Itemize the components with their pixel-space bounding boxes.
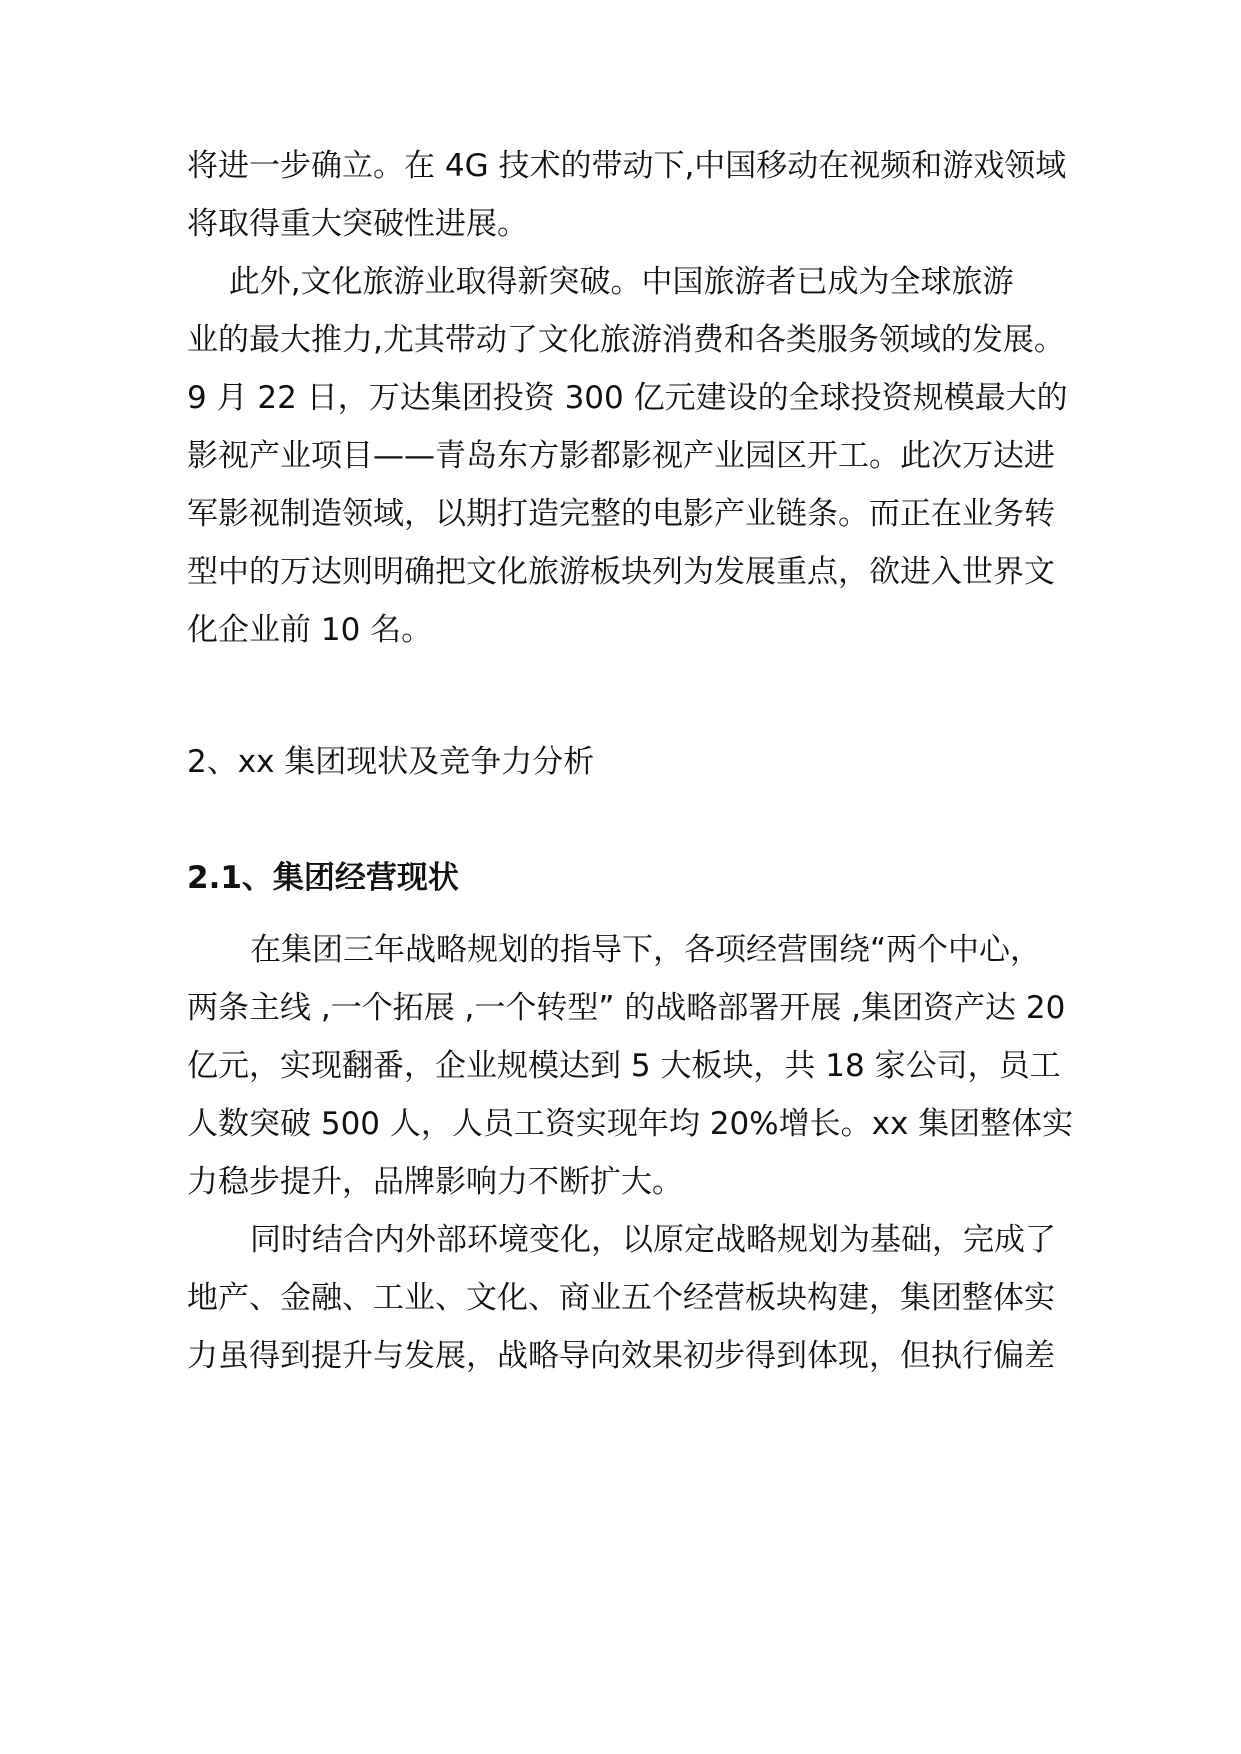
text-line: 人数突破 500 人，人员工资实现年均 20%增长。xx 集团整体实 [187,1106,1074,1142]
text-line: 业的最大推力,尤其带动了文化旅游消费和各类服务领域的发展。 [187,322,1065,358]
text-line: 型中的万达则明确把文化旅游板块列为发展重点，欲进入世界文 [187,554,1055,590]
text-line: 地产、金融、工业、文化、商业五个经营板块构建，集团整体实 [187,1280,1055,1316]
text-line: 9 月 22 日，万达集团投资 300 亿元建设的全球投资规模最大的 [187,380,1068,416]
text-line: 在集团三年战略规划的指导下，各项经营围绕“两个中心， [250,932,1042,968]
text-line: 将取得重大突破性进展。 [187,206,528,242]
text-line: 将进一步确立。在 4G 技术的带动下,中国移动在视频和游戏领域 [187,148,1067,184]
text-line: 力虽得到提升与发展，战略导向效果初步得到体现，但执行偏差 [187,1338,1055,1374]
section-heading: 2、xx 集团现状及竞争力分析 [187,744,595,780]
text-line: 影视产业项目——青岛东方影都影视产业园区开工。此次万达进 [187,438,1055,474]
text-line: 化企业前 10 名。 [187,612,433,648]
text-line: 此外,文化旅游业取得新突破。中国旅游者已成为全球旅游 [209,264,1014,300]
text-line: 军影视制造领域，以期打造完整的电影产业链条。而正在业务转 [187,496,1055,532]
text-line: 力稳步提升，品牌影响力不断扩大。 [187,1164,683,1200]
subsection-heading: 2.1、集团经营现状 [187,860,459,896]
text-line: 亿元，实现翻番，企业规模达到 5 大板块，共 18 家公司，员工 [187,1048,1061,1084]
text-line: 两条主线 ,一个拓展 ,一个转型” 的战略部署开展 ,集团资产达 20 [187,990,1066,1026]
text-line: 同时结合内外部环境变化，以原定战略规划为基础，完成了 [250,1222,1056,1258]
